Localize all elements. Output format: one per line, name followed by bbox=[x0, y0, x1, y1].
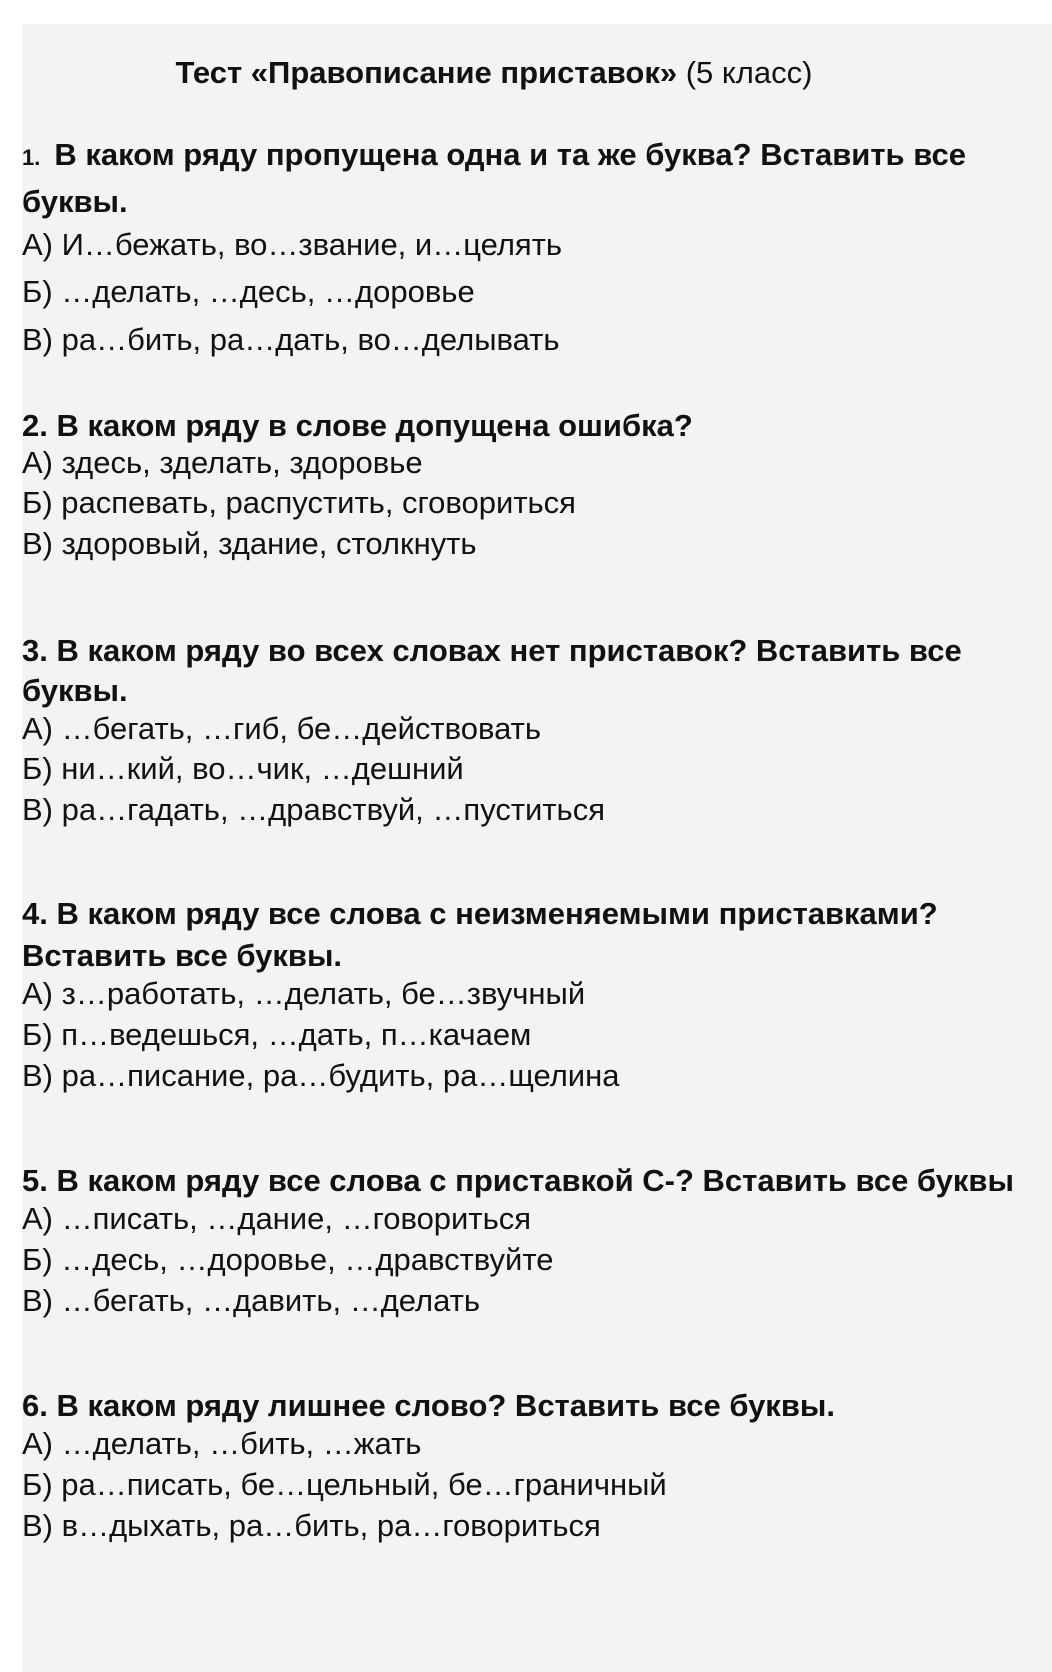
question-6-option-c: В) в…дыхать, ра…бить, ра…говориться bbox=[22, 1508, 601, 1543]
question-3-line2: буквы. bbox=[22, 673, 128, 708]
question-6-line1: 6. В каком ряду лишнее слово? Вставить все буквы. bbox=[22, 1388, 835, 1423]
question-1-line2: буквы. bbox=[22, 184, 128, 219]
question-4-line2: Вставить все буквы. bbox=[22, 938, 343, 973]
question-4-line1: 4. В каком ряду все слова с неизменяемыми приставками? bbox=[22, 896, 938, 931]
question-4-option-b: Б) п…ведешься, …дать, п…качаем bbox=[22, 1017, 532, 1052]
title-grade: (5 класс) bbox=[685, 55, 813, 90]
question-5-option-a: А) …писать, …дание, …говориться bbox=[22, 1201, 532, 1236]
question-1-option-b: Б) …делать, …десь, …доровье bbox=[22, 274, 475, 309]
question-1-number: 1. bbox=[22, 145, 41, 170]
question-5-option-c: В) …бегать, …давить, …делать bbox=[22, 1283, 481, 1318]
question-3-option-b: Б) ни…кий, во…чик, …дешний bbox=[22, 751, 464, 786]
page-title bbox=[22, 54, 966, 92]
question-2-line1: 2. В каком ряду в слове допущена ошибка? bbox=[22, 408, 693, 443]
question-3-option-a: А) …бегать, …гиб, бе…действовать bbox=[22, 711, 542, 746]
question-5-line1: 5. В каком ряду все слова с приставкой С-? Вставить все буквы bbox=[22, 1163, 1014, 1198]
question-3-option-c: В) ра…гадать, …дравствуй, …пуститься bbox=[22, 792, 605, 827]
question-6-option-b: Б) ра…писать, бе…цельный, бе…граничный bbox=[22, 1467, 667, 1502]
question-1-line1 bbox=[22, 131, 1052, 181]
question-1-option-c: В) ра…бить, ра…дать, во…делывать bbox=[22, 322, 560, 357]
test-sheet bbox=[22, 24, 1052, 1672]
question-1-text: В каком ряду пропущена одна и та же буква? Вставить все bbox=[54, 137, 966, 172]
question-4-option-a: А) з…работать, …делать, бе…звучный bbox=[22, 976, 586, 1011]
question-6-option-a: А) …делать, …бить, …жать bbox=[22, 1426, 422, 1461]
question-3-line1: 3. В каком ряду во всех словах нет приставок? Вставить все bbox=[22, 633, 962, 668]
question-1-option-a: А) И…бежать, во…звание, и…целять bbox=[22, 227, 563, 262]
question-2-option-c: В) здоровый, здание, столкнуть bbox=[22, 526, 477, 561]
question-4-option-c: В) ра…писание, ра…будить, ра…щелина bbox=[22, 1058, 620, 1093]
question-2-option-a: А) здесь, зделать, здоровье bbox=[22, 445, 423, 480]
question-5-option-b: Б) …десь, …доровье, …дравствуйте bbox=[22, 1242, 554, 1277]
question-2-option-b: Б) распевать, распустить, сговориться bbox=[22, 485, 576, 520]
title-bold: Тест «Правописание приставок» bbox=[175, 55, 678, 90]
